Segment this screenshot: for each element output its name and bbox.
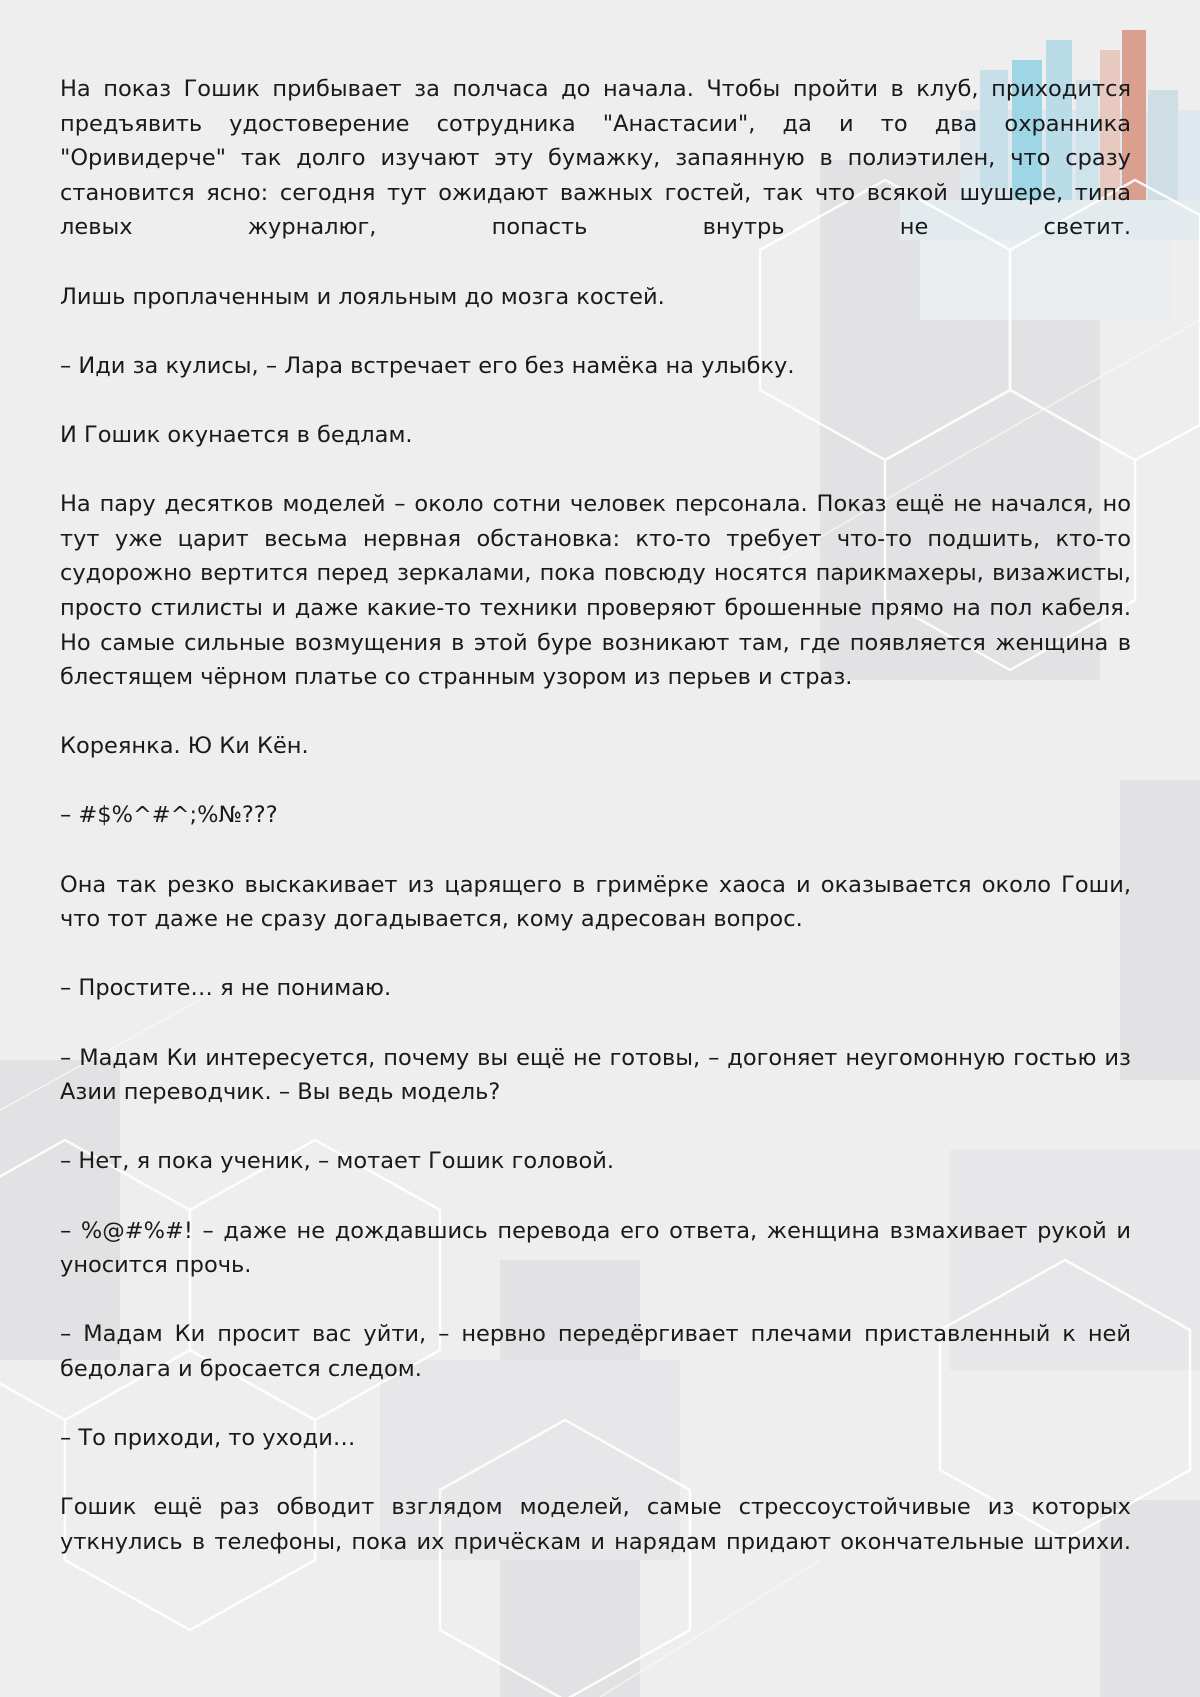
paragraph-11: – Нет, я пока ученик, – мотает Гошик головой. xyxy=(60,1148,615,1175)
paragraph-8: Она так резко выскакивает из царящего в гримёрке хаоса и оказывается около Гоши, что тот даже не сразу догадывается, кому адресован вопрос. xyxy=(60,871,1131,933)
paragraph-4: И Гошик окунается в бедлам. xyxy=(60,421,413,448)
paragraph-10: – Мадам Ки интересуется, почему вы ещё не готовы, – догоняет неугомонную гостью из Азии переводчик. – Вы ведь модель? xyxy=(60,1044,1131,1106)
paragraph-5: На пару десятков моделей – около сотни человек персонала. Показ ещё не начался, но тут уже царит весьма нервная обстановка: кто-то требует что-то подшить, кто-то судорожно вертится перед зеркалами, пока повсюду носятся парикмахеры, визажисты, просто стилисты и даже какие-то техники проверяют брошенные прямо на пол кабеля. Но самые сильные возмущения в этой буре возникают там, где появляется женщина в блестящем чёрном платье со странным узором из перьев и страз. xyxy=(60,491,1131,691)
paragraph-1: На показ Гошик прибывает за полчаса до начала. Чтобы пройти в клуб, приходится предъявить удостоверение сотрудника "Анастасии", да и то два охранника "Оривидерче" так долго изучают эту бумажку, запаянную в полиэтилен, что сразу становится ясно: сегодня тут ожидают важных гостей, так что всякой шушере, типа левых журналюг, попасть внутрь не светит. xyxy=(60,76,1131,241)
paragraph-6: Кореянка. Ю Ки Кён. xyxy=(60,733,309,760)
document-body xyxy=(60,72,1131,1594)
paragraph-2: Лишь проплаченным и лояльным до мозга костей. xyxy=(60,283,665,310)
paragraph-13: – Мадам Ки просит вас уйти, – нервно передёргивает плечами приставленный к ней бедолага и бросается следом. xyxy=(60,1321,1131,1382)
paragraph-12: – %@#%#! – даже не дождавшись перевода его ответа, женщина взмахивает рукой и уносится прочь. xyxy=(60,1217,1131,1279)
paragraph-3: – Иди за кулисы, – Лара встречает его без намёка на улыбку. xyxy=(60,352,795,379)
paragraph-15: Гошик ещё раз обводит взглядом моделей, самые стрессоустойчивые из которых уткнулись в телефоны, пока их причёскам и нарядам придают окончательные штрихи. xyxy=(60,1494,1131,1555)
paragraph-14: – То приходи, то уходи… xyxy=(60,1425,356,1452)
paragraph-7: – #$%^#^;%№??? xyxy=(60,802,278,829)
paragraph-9: – Простите… я не понимаю. xyxy=(60,975,392,1002)
